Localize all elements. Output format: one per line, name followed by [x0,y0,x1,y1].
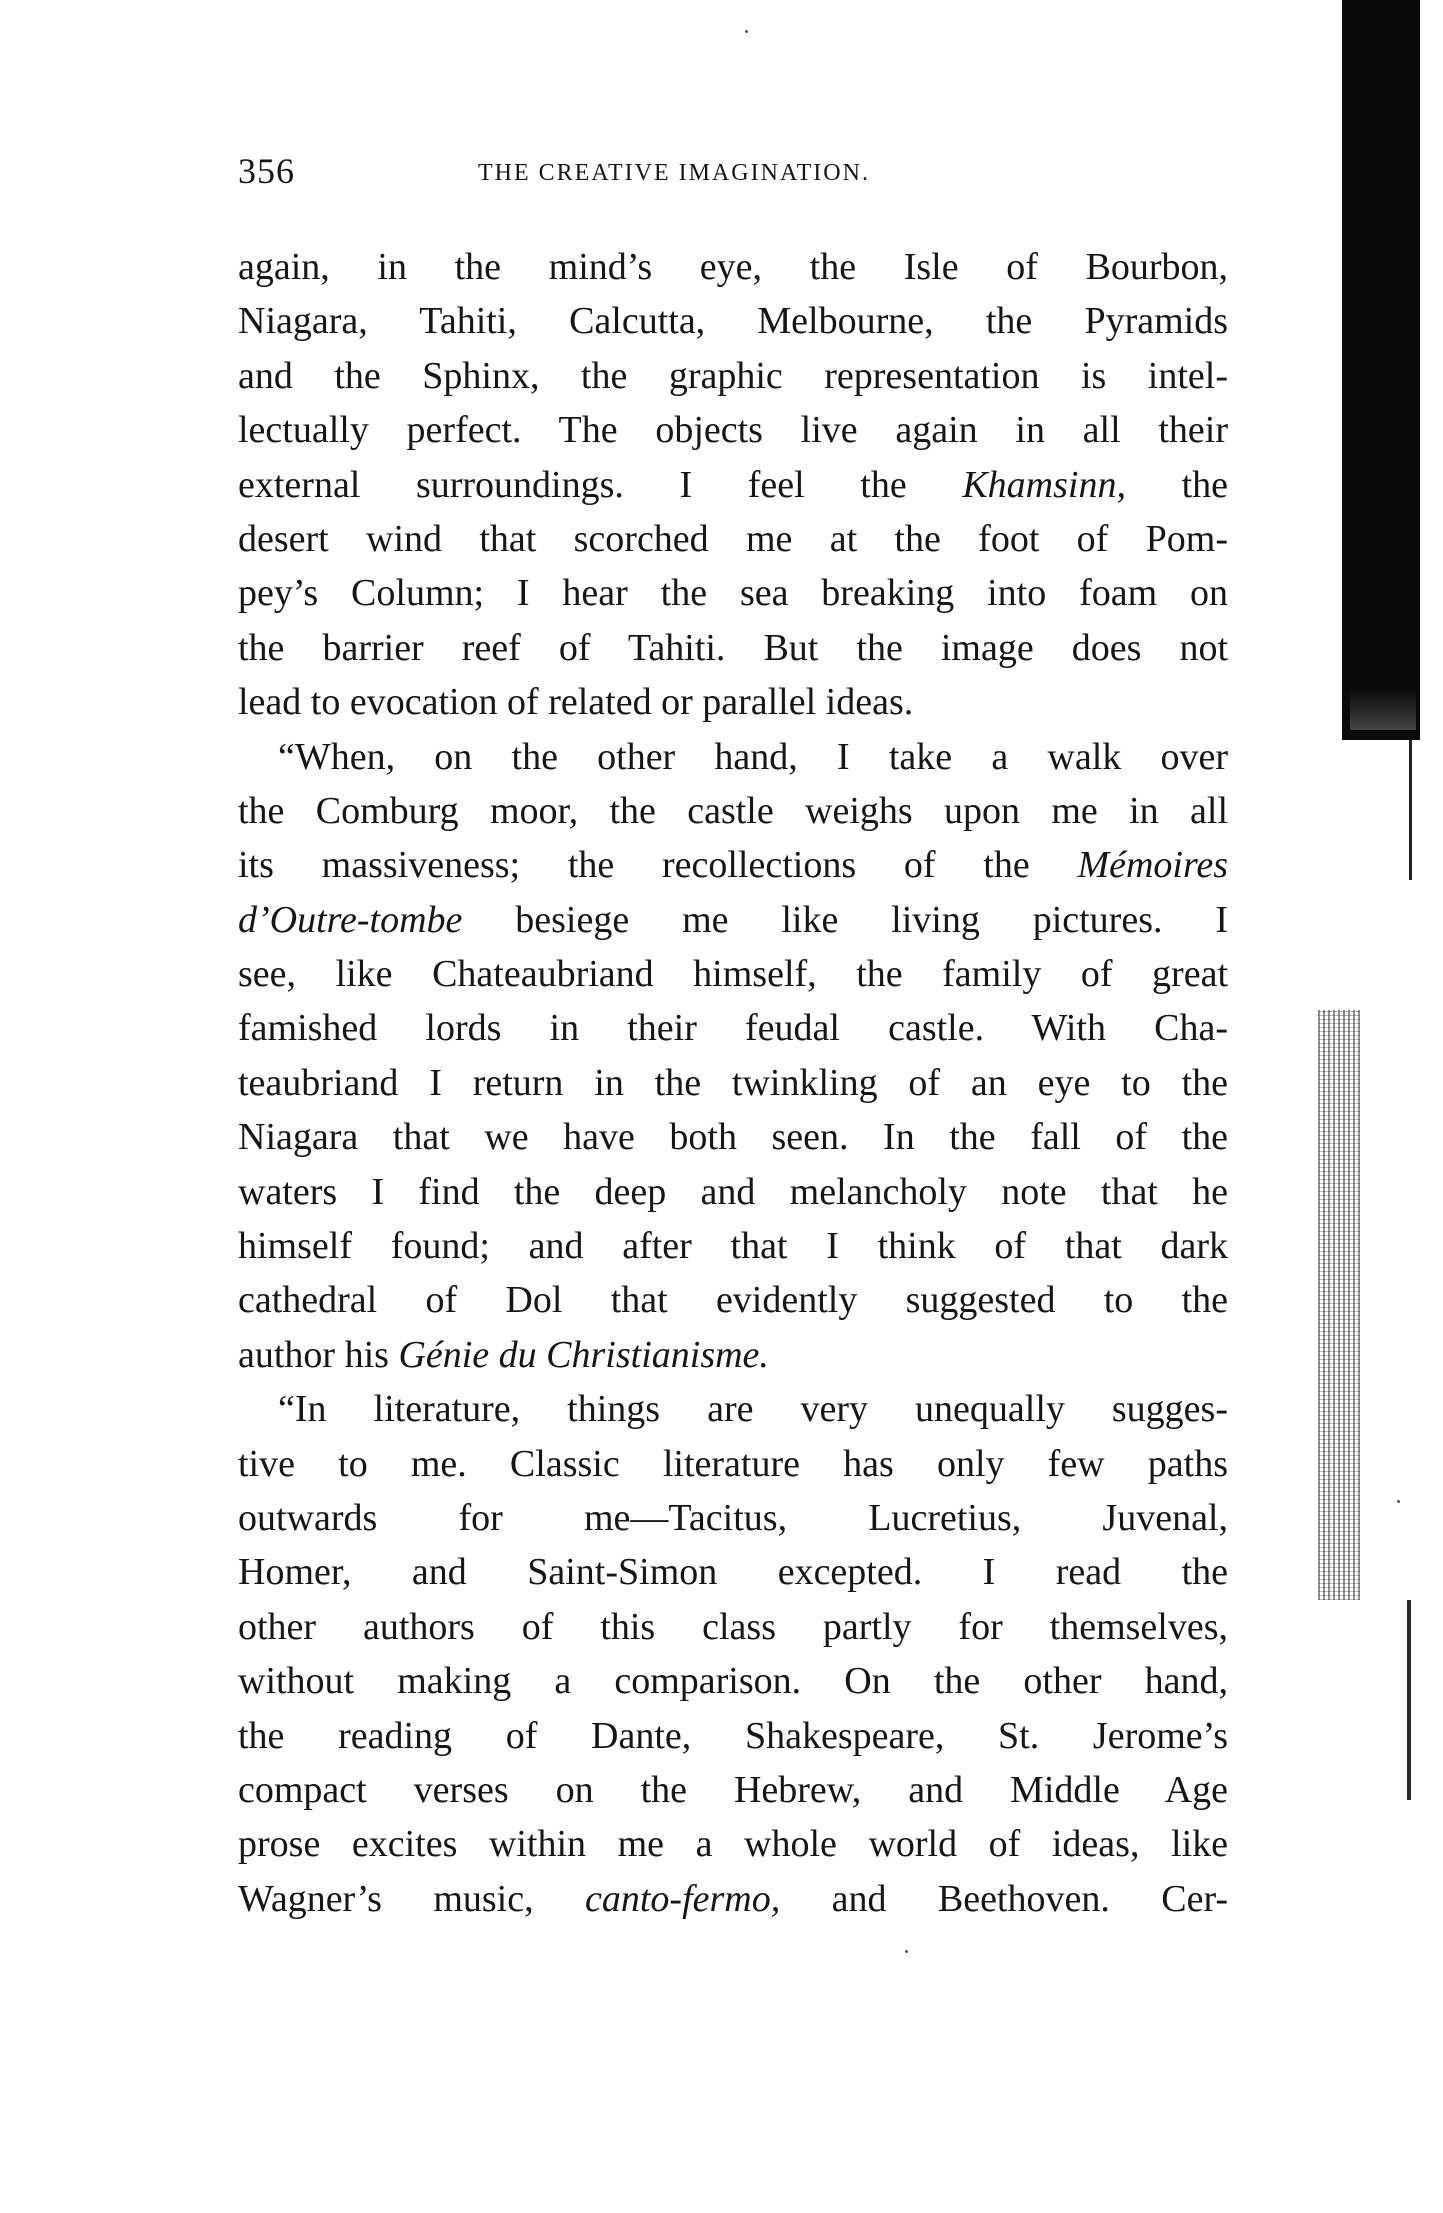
text-line: the reading of Dante, Shakespeare, St. Jerome’s [238,1714,1228,1757]
scan-gutter-line-lower [1407,1600,1411,1800]
text-line: the barrier reef of Tahiti. But the image does not [238,626,1228,669]
running-head [238,150,1138,200]
text-line: lead to evocation of related or parallel ideas. [238,681,914,724]
scan-gutter-line [1409,740,1412,880]
text-line: without making a comparison. On the other hand, [238,1660,1228,1703]
text-line: Niagara, Tahiti, Calcutta, Melbourne, the Pyramids [238,300,1228,343]
text-line: d’Outre-tombe besiege me like living pictures. I [238,898,1228,941]
text-line: desert wind that scorched me at the foot of Pom- [238,517,1228,560]
text-line: external surroundings. I feel the Khamsinn, the [238,463,1228,506]
running-title: THE CREATIVE IMAGINATION. [478,160,870,186]
scan-fleck [905,1950,908,1953]
italic-title: d’Outre-tombe [238,898,463,941]
text-line: prose excites within me a whole world of ideas, like [238,1823,1228,1866]
text-line: outwards for me—Tacitus, Lucretius, Juvenal, [238,1496,1228,1539]
scan-fleck [745,30,748,33]
text-line: its massiveness; the recollections of the Mémoires [238,844,1228,887]
text-line: famished lords in their feudal castle. With Cha- [238,1007,1228,1050]
text-line: cathedral of Dol that evidently suggested to the [238,1279,1228,1322]
italic-title: Génie du Christianisme. [398,1333,769,1376]
italic-title: Mémoires [1077,844,1228,887]
scan-fleck [1397,1500,1400,1503]
text-line: teaubriand I return in the twinkling of an eye to the [238,1061,1228,1104]
text-line: other authors of this class partly for themselves, [238,1605,1228,1648]
scan-gutter-speckle [1318,1010,1360,1600]
text-line: see, like Chateaubriand himself, the family of great [238,953,1228,996]
body-text [238,240,1228,1926]
page-number: 356 [238,151,295,191]
text-line: himself found; and after that I think of that dark [238,1225,1228,1268]
text-line: the Comburg moor, the castle weighs upon me in all [238,789,1228,832]
scan-gutter-shadow-taper [1350,690,1416,730]
text-line: lectually perfect. The objects live again in all their [238,409,1228,452]
text-line: and the Sphinx, the graphic representation is intel- [238,354,1228,397]
text-line: Niagara that we have both seen. In the fall of the [238,1116,1228,1159]
scan-gutter-shadow [1342,0,1420,740]
text-line: compact verses on the Hebrew, and Middle Age [238,1768,1228,1811]
text-line: Wagner’s music, canto-fermo, and Beethoven. Cer- [238,1877,1228,1920]
text-line: again, in the mind’s eye, the Isle of Bourbon, [238,246,1228,288]
text-line: tive to me. Classic literature has only few paths [238,1442,1228,1485]
text-line: waters I find the deep and melancholy note that he [238,1170,1228,1213]
text-line: “In literature, things are very unequally sugges- [278,1388,1228,1431]
text-line: pey’s Column; I hear the sea breaking into foam on [238,572,1228,615]
italic-term: canto-fermo, [585,1877,781,1920]
text-line: “When, on the other hand, I take a walk over [278,735,1228,778]
text-line: author his Génie du Christianisme. [238,1333,769,1376]
text-line: Homer, and Saint-Simon excepted. I read the [238,1551,1228,1594]
italic-term: Khamsinn, [962,463,1126,506]
